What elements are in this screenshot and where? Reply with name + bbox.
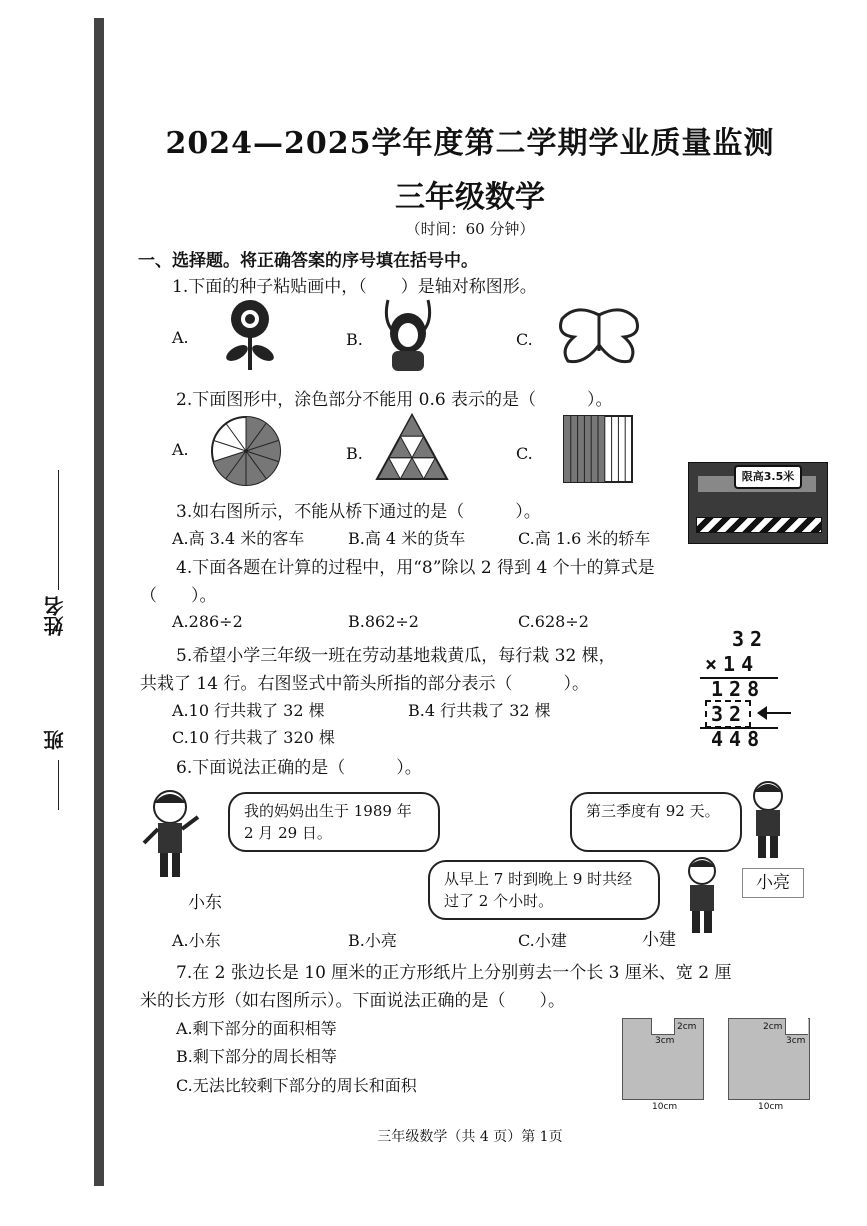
q2-option-c: C. [516, 444, 533, 463]
q6-option-c: C.小建 [518, 931, 567, 950]
triangle-image [375, 413, 449, 481]
q4-option-b: B.862÷2 [348, 612, 419, 631]
exam-time: （时间：60 分钟） [405, 220, 535, 238]
q3-option-a: A.高 3.4 米的客车 [172, 529, 305, 548]
q4-option-c: C.628÷2 [518, 612, 589, 631]
exam-title: 2024—2025学年度第二学期学业质量监测 [165, 126, 775, 161]
dim-h-right: 2cm [763, 1022, 783, 1032]
q5-option-a: A.10 行共栽了 32 棵 [172, 701, 325, 720]
speech-bubble-xiaoliang: 第三季度有 92 天。 [570, 792, 742, 852]
q7-stem-line2: 米的长方形（如右图所示）。下面说法正确的是（ ）。 [140, 991, 565, 1011]
section-heading: 一、选择题。将正确答案的序号填在括号中。 [138, 251, 478, 271]
dim-h-left: 2cm [677, 1022, 697, 1032]
arrow-shaft [765, 712, 791, 714]
q4-stem-line1: 4.下面各题在计算的过程中，用“8”除以 2 得到 4 个十的算式是 [176, 558, 655, 578]
dim-side-left: 10cm [652, 1102, 678, 1112]
flower-image [215, 297, 285, 372]
q5-option-c: C.10 行共栽了 320 棵 [172, 728, 335, 747]
calc-partial-1: 128 [711, 677, 766, 701]
class-label: 班 [43, 730, 67, 750]
q7-stem-line1: 7.在 2 张边长是 10 厘米的正方形纸片上分别剪去一个长 3 厘米、宽 2 厘 [176, 963, 732, 983]
speech-bubble-xiaodong: 我的妈妈出生于 1989 年 2 月 29 日。 [228, 792, 440, 852]
q3-option-b: B.高 4 米的货车 [348, 529, 466, 548]
boy-xiaoliang-image [740, 778, 800, 862]
name-xiaojian: 小建 [642, 930, 676, 950]
striped-square-image [563, 415, 633, 483]
calc-result: 448 [711, 727, 766, 751]
q6-option-b: B.小亮 [348, 931, 397, 950]
q2-option-a: A. [172, 440, 189, 459]
q4-stem-line2: （ ）。 [140, 586, 217, 606]
q2-stem: 2.下面图形中，涂色部分不能用 0.6 表示的是（ ）。 [176, 390, 613, 410]
butterfly-image [556, 305, 642, 367]
q5-stem-line1: 5.希望小学三年级一班在劳动基地栽黄瓜，每行栽 32 棵， [176, 646, 616, 666]
q1-stem: 1.下面的种子粘贴画中，（ ）是轴对称图形。 [172, 277, 537, 297]
q6-option-a: A.小东 [172, 931, 221, 950]
name-xiaoliang: 小亮 [742, 868, 804, 898]
q1-option-a: A. [172, 328, 189, 347]
calc-multiplier: ×14 [705, 652, 760, 676]
q3-option-c: C.高 1.6 米的轿车 [518, 529, 651, 548]
dim-w-left: 3cm [655, 1036, 675, 1046]
bridge-image [688, 462, 826, 542]
q7-option-a: A.剩下部分的面积相等 [176, 1019, 337, 1038]
page-footer: 三年级数学（共 4 页）第 1页 [377, 1129, 563, 1145]
class-blank-line [58, 760, 59, 810]
q1-option-b: B. [346, 330, 363, 349]
pie-circle-image [210, 415, 282, 487]
boy-xiaojian-image [676, 855, 728, 937]
q6-stem: 6.下面说法正确的是（ ）。 [176, 758, 422, 778]
opera-mask-image [378, 295, 438, 373]
cutout-left [651, 1018, 675, 1035]
calc-partial-2-boxed: 32 [705, 700, 751, 728]
exam-subtitle: 三年级数学 [395, 180, 545, 215]
q3-stem: 3.如右图所示，不能从桥下通过的是（ ）。 [176, 502, 541, 522]
name-blank-line [58, 470, 59, 590]
height-limit-sign: 限高3.5米 [734, 465, 802, 489]
boy-xiaodong-image [140, 785, 206, 885]
dim-w-right: 3cm [786, 1036, 806, 1046]
q4-option-a: A.286÷2 [172, 612, 243, 631]
name-xiaodong: 小东 [188, 893, 222, 913]
q5-stem-line2: 共栽了 14 行。右图竖式中箭头所指的部分表示（ ）。 [140, 674, 589, 694]
q1-option-c: C. [516, 330, 533, 349]
dim-side-right: 10cm [758, 1102, 784, 1112]
q2-option-b: B. [346, 444, 363, 463]
q7-option-c: C.无法比较剩下部分的周长和面积 [176, 1076, 417, 1095]
q7-option-b: B.剩下部分的周长相等 [176, 1047, 337, 1066]
speech-bubble-xiaojian: 从早上 7 时到晚上 9 时共经过了 2 个小时。 [428, 860, 660, 920]
name-label: 姓名 [43, 596, 67, 636]
q5-option-b: B.4 行共栽了 32 棵 [408, 701, 551, 720]
arrow-left-icon [757, 706, 767, 720]
cutout-right [785, 1018, 808, 1035]
calc-multiplicand: 32 [732, 627, 769, 651]
